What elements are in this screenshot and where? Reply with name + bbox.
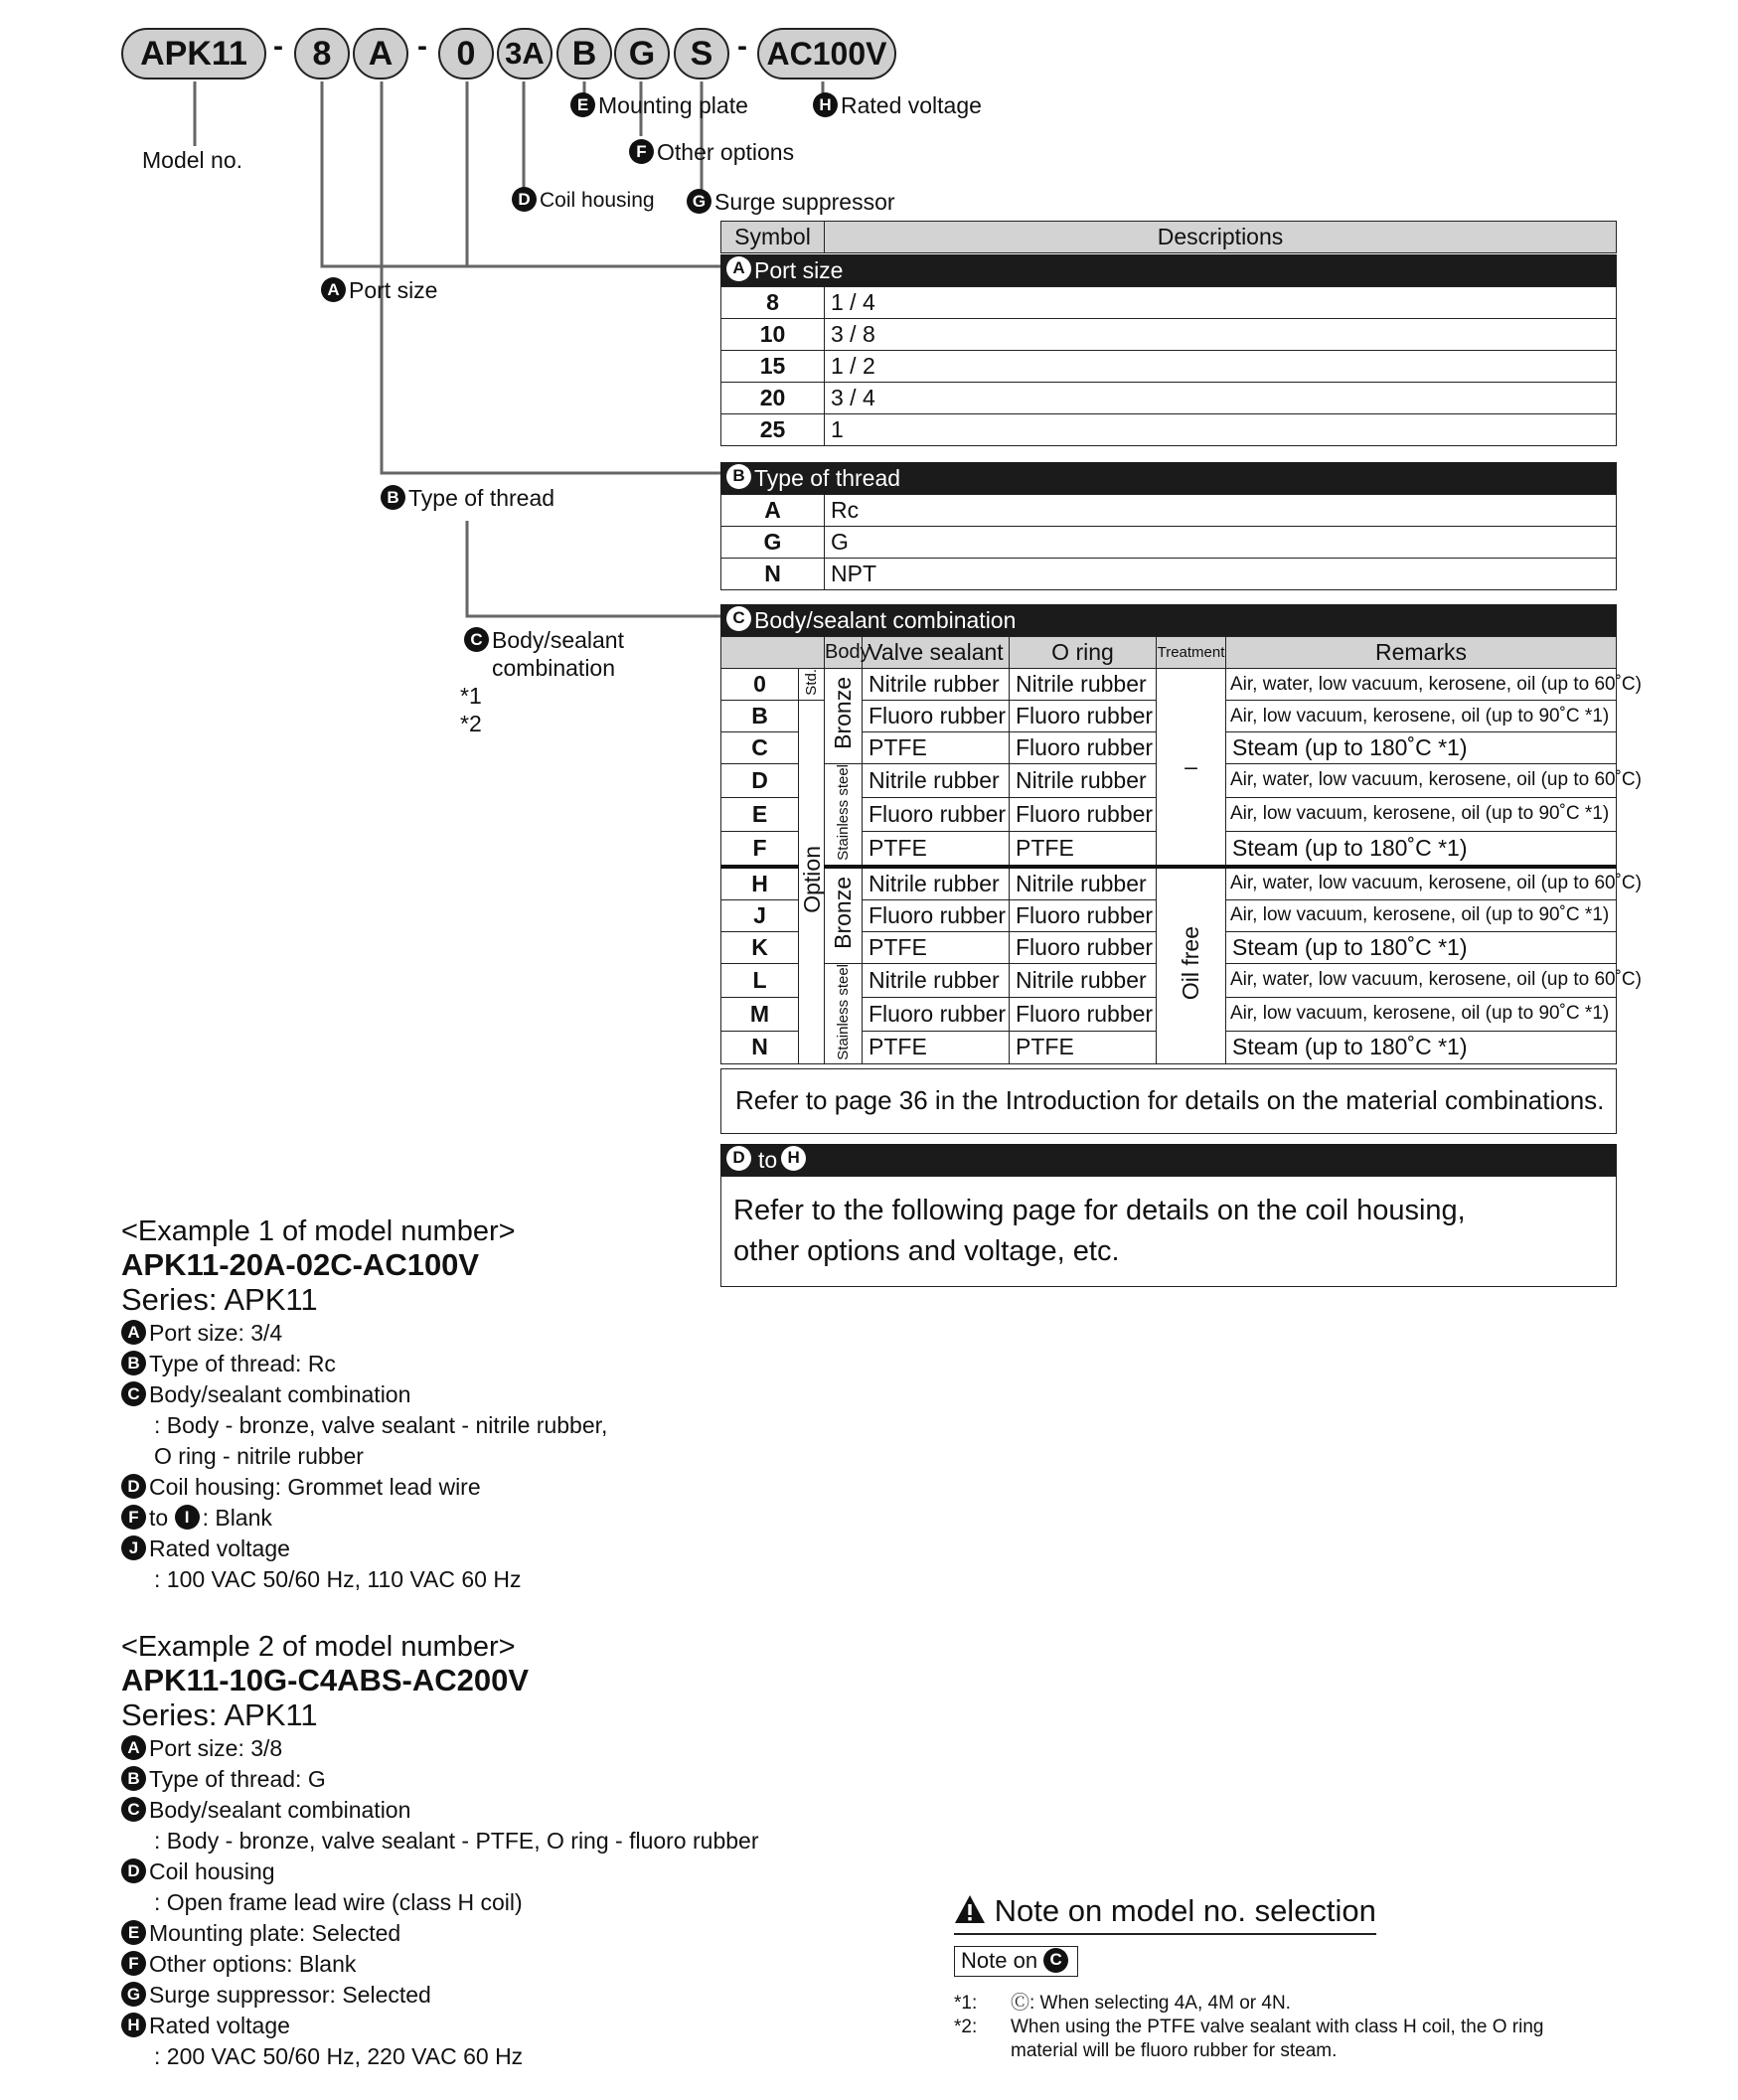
descriptions-header: Descriptions	[825, 222, 1617, 253]
table-row: A Rc	[721, 495, 1617, 527]
table-row: 25 1	[721, 414, 1617, 446]
table-row: 20 3 / 4	[721, 383, 1617, 414]
code-body: 0	[438, 28, 494, 80]
callout-rated-voltage: H Rated voltage	[813, 92, 982, 119]
bronze-label: Bronze	[830, 677, 856, 749]
table-row: M Fluoro rubber Fluoro rubber Air, low vacuum, kerosene, oil (up to 90˚C *1)	[721, 997, 1617, 1031]
table-row: N NPT	[721, 559, 1617, 590]
stainless-label: Stainless steel	[835, 963, 852, 1060]
code-sep: -	[737, 30, 747, 63]
example-2: <Example 2 of model number> APK11-10G-C4ABS-AC200V Series: APK11 A Port size: 3/8 B Type of thread: G C Body/sealant combination : Body - bronze, valve sealant - PTFE, O ring - fluoro rubber D Coil housing : Open frame lead wire (class H coil) E Mounting plate: Selected F Other options: Blank G Surge suppressor: Selected H Rated voltage : 200 VAC 50/60 Hz, 220 VAC 60 Hz	[121, 1631, 759, 2069]
table-row: J Fluoro rubber Fluoro rubber Air, low vacuum, kerosene, oil (up to 90˚C *1)	[721, 899, 1617, 931]
stainless-label: Stainless steel	[835, 764, 852, 861]
thread-section-header: B Type of thread	[720, 462, 1617, 494]
table-row: G G	[721, 527, 1617, 559]
body-sealant-table	[720, 636, 1642, 1064]
bronze-label: Bronze	[830, 876, 856, 949]
std-label: Std.	[803, 669, 820, 696]
table-row: K PTFE Fluoro rubber Steam (up to 180˚C *1)	[721, 931, 1617, 963]
code-other: G	[614, 28, 670, 80]
option-label: Option	[799, 845, 825, 913]
callout-type-of-thread: B Type of thread	[381, 485, 554, 512]
code-voltage: AC100V	[757, 28, 896, 80]
callout-other-options: F Other options	[629, 139, 794, 166]
table-row: F PTFE PTFE Steam (up to 180˚C *1)	[721, 831, 1617, 866]
callout-model-no: Model no.	[142, 147, 243, 173]
callout-surge-suppressor: G Surge suppressor	[687, 189, 895, 216]
symbol-header-table	[720, 221, 1617, 253]
body-section-header: C Body/sealant combination	[720, 604, 1617, 636]
table-row: E Fluoro rubber Fluoro rubber Air, low vacuum, kerosene, oil (up to 90˚C *1)	[721, 797, 1617, 831]
port-size-table	[720, 286, 1617, 446]
code-surge: S	[674, 28, 729, 80]
d-to-h-section-header: D to H	[720, 1144, 1617, 1176]
example-1: <Example 1 of model number> APK11-20A-02C-AC100V Series: APK11 A Port size: 3/4 B Type of thread: Rc C Body/sealant combination : Body - bronze, valve sealant - nitrile rubber, O ring - nitrile rubber D Coil housing: Grommet lead wire F to I : Blank J Rated voltage : 100 VAC 50/60 Hz, 110 VAC 60 Hz	[121, 1215, 608, 1592]
code-sep: -	[417, 30, 427, 63]
table-row: B Option Fluoro rubber Fluoro rubber Air, low vacuum, kerosene, oil (up to 90˚C *1)	[721, 701, 1617, 732]
table-row: 15 1 / 2	[721, 351, 1617, 383]
callout-body-sealant: C Body/sealant combination *1 *2	[460, 627, 624, 737]
warning-icon	[954, 1894, 986, 1924]
table-row: H Bronze Nitrile rubber Nitrile rubber Oil free Air, water, low vacuum, kerosene, oil (up to 60˚C)	[721, 867, 1617, 900]
port-size-section-header: A Port size	[720, 254, 1617, 286]
thread-table	[720, 494, 1617, 590]
code-model: APK11	[121, 28, 266, 80]
code-coil: 3A	[497, 28, 553, 80]
callout-port-size: A Port size	[321, 277, 437, 304]
table-row: N PTFE PTFE Steam (up to 180˚C *1)	[721, 1031, 1617, 1064]
table-row: L Stainless steel Nitrile rubber Nitrile rubber Air, water, low vacuum, kerosene, oil (up to 60˚C)	[721, 963, 1617, 997]
code-thread: A	[353, 28, 408, 80]
table-row: 0 Std. Bronze Nitrile rubber Nitrile rubber – Air, water, low vacuum, kerosene, oil (up to 60˚C)	[721, 669, 1617, 701]
code-sep: -	[273, 30, 283, 63]
d-to-h-note: Refer to the following page for details on the coil housing, other options and voltage, etc.	[720, 1176, 1617, 1287]
table-row: D Stainless steel Nitrile rubber Nitrile rubber Air, water, low vacuum, kerosene, oil (up to 60˚C)	[721, 764, 1617, 798]
body-note: Refer to page 36 in the Introduction for details on the material combinations.	[720, 1068, 1617, 1134]
note-title: Note on model no. selection	[954, 1893, 1376, 1935]
table-row: 8 1 / 4	[721, 287, 1617, 319]
code-port: 8	[294, 28, 350, 80]
oil-free-label: Oil free	[1178, 926, 1203, 1001]
symbol-header: Symbol	[721, 222, 825, 253]
table-row: C PTFE Fluoro rubber Steam (up to 180˚C *1)	[721, 732, 1617, 764]
note-footnotes: *1: Ⓒ: When selecting 4A, 4M or 4N. *2: When using the PTFE valve sealant with class H coil, the O ring material will be fluoro rubber for steam.	[954, 1993, 1544, 2061]
table-row: 10 3 / 8	[721, 319, 1617, 351]
callout-coil-housing: D Coil housing	[512, 189, 655, 214]
callout-mounting-plate: E Mounting plate	[570, 92, 748, 119]
body-header-row: Body Valve sealant O ring Treatment Remarks	[721, 637, 1617, 669]
code-mount: B	[556, 28, 612, 80]
note-on-c-box: Note on C	[954, 1946, 1078, 1977]
